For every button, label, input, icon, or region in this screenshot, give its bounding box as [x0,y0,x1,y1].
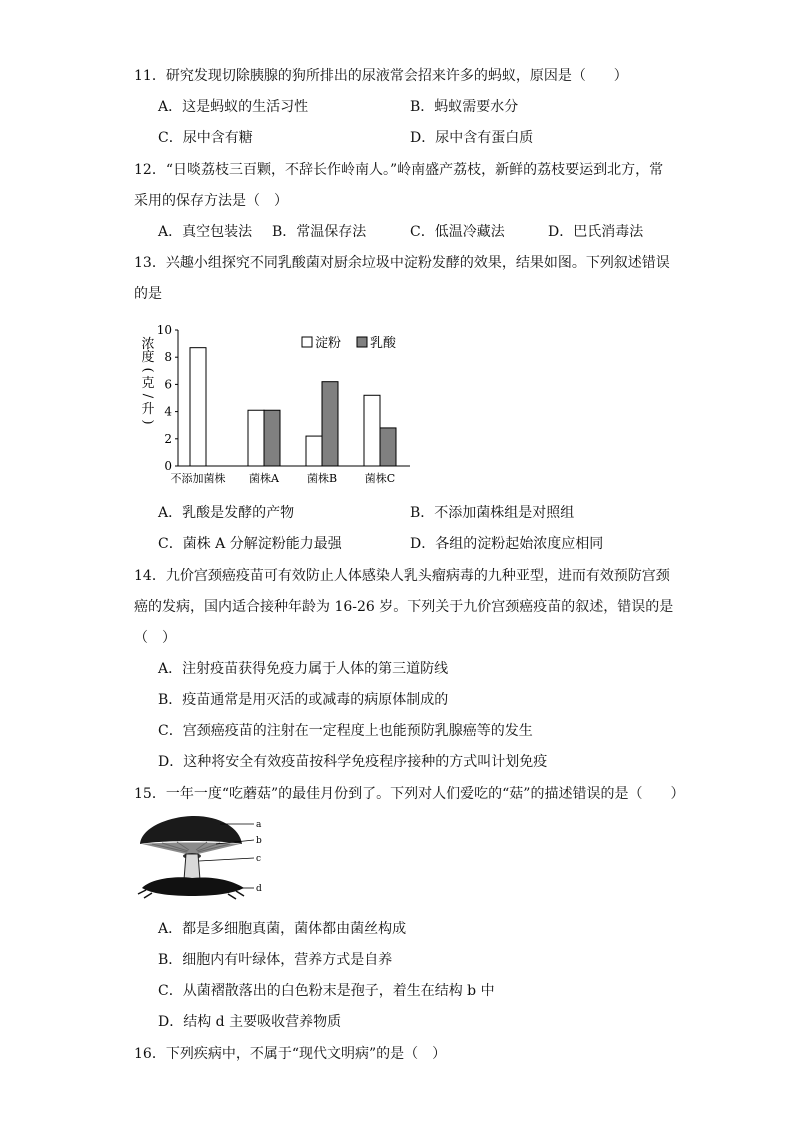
q15-stem: 15．一年一度“吃蘑菇”的最佳月份到了。下列对人们爱吃的“菇”的描述错误的是（ ） [134,786,685,802]
bar-淀粉-2 [306,436,322,466]
bar-乳酸-3 [380,428,396,466]
q12-option-d: D．巴氏消毒法 [548,224,644,240]
y-tick-label: 6 [164,377,172,392]
bar-乳酸-1 [264,410,280,466]
bar-乳酸-2 [322,382,338,466]
q12-option-b: B．常温保存法 [272,224,367,240]
q14-stem-line1: 14．九价宫颈癌疫苗可有效防止人体感染人乳头瘤病毒的九种亚型，进而有效预防宫颈 [134,568,670,584]
label-a: a [256,820,262,830]
q13-bar-chart [130,318,430,498]
mushroom-mycelium [142,877,244,896]
q15-option-b: B．细胞内有叶绿体，营养方式是自养 [158,952,393,968]
x-label: 菌株C [364,472,396,485]
mushroom-figure [132,814,267,902]
q15-option-d: D．结构 d 主要吸收营养物质 [158,1014,342,1030]
legend-swatch [357,337,367,347]
y-tick-label: 4 [164,404,172,419]
q14-option-d: D．这种将安全有效疫苗按科学免疫程序接种的方式叫计划免疫 [158,754,548,770]
chart-y-ticks [157,323,178,473]
y-label-char: 浓 [141,337,155,352]
y-tick-label: 8 [164,350,172,365]
mushroom-cap [140,816,242,844]
x-label: 菌株B [306,472,338,485]
y-label-char: 度 [141,350,155,365]
q13-option-d: D．各组的淀粉起始浓度应相同 [410,536,604,552]
q15-option-c: C．从菌褶散落出的白色粉末是孢子，着生在结构 b 中 [158,983,495,999]
mushroom-stalk [184,854,200,880]
y-label-char: / [140,393,155,399]
q14-option-c: C．宫颈癌疫苗的注射在一定程度上也能预防乳腺癌等的发生 [158,723,533,739]
y-label-char: ) [140,419,155,425]
q12-option-a: A．真空包装法 [158,224,253,240]
x-label: 菌株A [249,472,279,485]
q11-option-a: A．这是蚂蚁的生活习性 [158,99,309,115]
q11-option-c: C．尿中含有糖 [158,130,253,146]
y-tick-label: 0 [164,459,172,473]
bar-淀粉-0 [190,348,206,466]
y-label-char: ( [140,367,155,373]
y-label-char: 升 [141,402,155,417]
bar-淀粉-3 [364,395,380,466]
q11-stem: 11．研究发现切除胰腺的狗所排出的尿液常会招来许多的蚂蚁，原因是（ ） [134,68,628,84]
q12-stem-line2: 采用的保存方法是（ ） [134,193,288,209]
q13-option-c: C．菌株 A 分解淀粉能力最强 [158,536,342,552]
y-label-char: 克 [141,376,155,391]
legend-label: 淀粉 [315,336,342,351]
q13-option-a: A．乳酸是发酵的产物 [158,505,295,521]
q12-stem-line1: 12．“日啖荔枝三百颗，不辞长作岭南人。”岭南盛产荔枝，新鲜的荔枝要运到北方，常 [134,162,664,178]
label-d: d [256,884,262,894]
q14-option-b: B．疫苗通常是用灭活的或减毒的病原体制成的 [158,692,449,708]
legend-swatch [302,337,312,347]
q11-option-d: D．尿中含有蛋白质 [410,130,534,146]
label-c: c [256,854,262,864]
q14-stem-line3: （ ） [134,630,176,646]
q15-option-a: A．都是多细胞真菌，菌体都由菌丝构成 [158,921,407,937]
y-tick-label: 2 [164,431,172,446]
bar-淀粉-1 [248,410,264,466]
q12-option-c: C．低温冷藏法 [410,224,505,240]
q14-stem-line2: 癌的发病，国内适合接种年龄为 16-26 岁。下列关于九价宫颈癌疫苗的叙述，错误的是 [134,599,674,615]
chart-legend [302,335,397,351]
chart-bars [190,348,396,466]
q13-stem-line1: 13．兴趣小组探究不同乳酸菌对厨余垃圾中淀粉发酵的效果，结果如图。下列叙述错误 [134,255,670,271]
legend-label: 乳酸 [370,336,397,351]
q14-option-a: A．注射疫苗获得免疫力属于人体的第三道防线 [158,661,449,677]
q13-stem-line2: 的是 [134,286,162,302]
chart-y-axis-label [140,337,155,425]
x-label: 不添加菌株 [170,472,226,485]
chart-x-labels [171,471,396,485]
q13-option-b: B．不添加菌株组是对照组 [410,505,575,521]
y-tick-label: 10 [156,323,172,337]
q16-stem: 16．下列疾病中，不属于“现代文明病”的是（ ） [134,1046,447,1062]
label-b: b [256,836,262,846]
q11-option-b: B．蚂蚁需要水分 [410,99,519,115]
